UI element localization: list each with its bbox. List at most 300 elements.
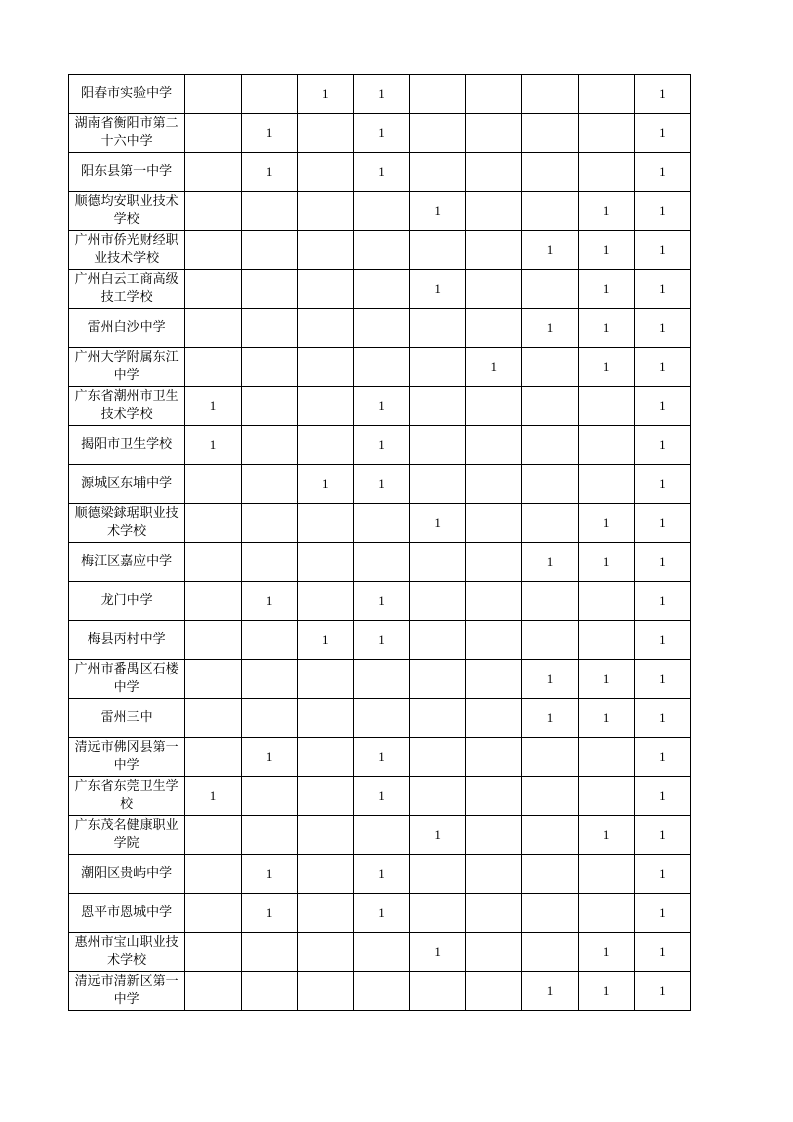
cell-value: 1 bbox=[546, 710, 554, 725]
value-cell bbox=[578, 777, 634, 816]
table-row bbox=[69, 855, 691, 894]
cell-value: 1 bbox=[434, 281, 441, 296]
value-cell bbox=[634, 972, 690, 1011]
cell-value: 1 bbox=[659, 632, 666, 647]
value-cell bbox=[353, 465, 409, 504]
cell-value: 1 bbox=[434, 827, 441, 842]
table-row bbox=[69, 192, 691, 231]
table-row bbox=[69, 738, 691, 777]
value-cell bbox=[185, 504, 241, 543]
value-cell bbox=[410, 777, 466, 816]
value-cell bbox=[578, 699, 634, 738]
cell-value: 1 bbox=[265, 164, 273, 179]
value-cell bbox=[522, 387, 578, 426]
value-cell bbox=[297, 699, 353, 738]
value-cell bbox=[522, 75, 578, 114]
value-cell bbox=[241, 309, 297, 348]
value-cell bbox=[353, 192, 409, 231]
cell-value: 1 bbox=[546, 671, 554, 686]
value-cell bbox=[185, 348, 241, 387]
value-cell bbox=[522, 738, 578, 777]
table-row bbox=[69, 270, 691, 309]
value-cell bbox=[578, 582, 634, 621]
value-cell bbox=[578, 660, 634, 699]
value-cell bbox=[297, 348, 353, 387]
value-cell bbox=[578, 504, 634, 543]
value-cell bbox=[297, 972, 353, 1011]
value-cell bbox=[410, 348, 466, 387]
cell-value: 1 bbox=[378, 164, 385, 179]
value-cell bbox=[634, 582, 690, 621]
value-cell bbox=[185, 387, 241, 426]
value-cell bbox=[634, 309, 690, 348]
value-cell bbox=[410, 504, 466, 543]
value-cell bbox=[185, 582, 241, 621]
value-cell bbox=[634, 816, 690, 855]
cell-value: 1 bbox=[602, 242, 610, 257]
school-name-cell: 顺德梁銶琚职业技术学校 bbox=[69, 504, 185, 543]
table-row bbox=[69, 465, 691, 504]
school-name-cell: 清远市佛冈县第一中学 bbox=[69, 738, 185, 777]
value-cell bbox=[522, 660, 578, 699]
cell-value: 1 bbox=[659, 476, 666, 491]
value-cell bbox=[353, 231, 409, 270]
value-cell bbox=[353, 894, 409, 933]
table-row bbox=[69, 426, 691, 465]
cell-value: 1 bbox=[659, 827, 666, 842]
value-cell bbox=[297, 270, 353, 309]
table-row bbox=[69, 114, 691, 153]
value-cell bbox=[578, 387, 634, 426]
cell-value: 1 bbox=[659, 242, 666, 257]
cell-value: 1 bbox=[602, 359, 610, 374]
value-cell bbox=[241, 465, 297, 504]
cell-value: 1 bbox=[378, 905, 385, 920]
cell-value: 1 bbox=[602, 944, 610, 959]
value-cell bbox=[466, 738, 522, 777]
value-cell bbox=[353, 387, 409, 426]
value-cell bbox=[241, 153, 297, 192]
value-cell bbox=[578, 348, 634, 387]
cell-value: 1 bbox=[378, 632, 385, 647]
value-cell bbox=[522, 543, 578, 582]
cell-value: 1 bbox=[546, 983, 554, 998]
cell-value: 1 bbox=[209, 398, 217, 413]
value-cell bbox=[466, 231, 522, 270]
value-cell bbox=[578, 231, 634, 270]
school-name-cell: 源城区东埔中学 bbox=[69, 465, 185, 504]
cell-value: 1 bbox=[546, 554, 554, 569]
value-cell bbox=[466, 114, 522, 153]
value-cell bbox=[522, 231, 578, 270]
value-cell bbox=[241, 582, 297, 621]
cell-value: 1 bbox=[209, 788, 217, 803]
value-cell bbox=[353, 738, 409, 777]
value-cell bbox=[578, 543, 634, 582]
cell-value: 1 bbox=[434, 944, 441, 959]
table-row bbox=[69, 699, 691, 738]
value-cell bbox=[353, 114, 409, 153]
value-cell bbox=[522, 582, 578, 621]
value-cell bbox=[466, 660, 522, 699]
table-row bbox=[69, 777, 691, 816]
value-cell bbox=[522, 777, 578, 816]
cell-value: 1 bbox=[322, 476, 329, 491]
value-cell bbox=[410, 114, 466, 153]
value-cell bbox=[297, 153, 353, 192]
value-cell bbox=[353, 582, 409, 621]
cell-value: 1 bbox=[378, 749, 385, 764]
value-cell bbox=[578, 192, 634, 231]
school-name-cell: 广州市侨光财经职业技术学校 bbox=[69, 231, 185, 270]
table-row bbox=[69, 504, 691, 543]
value-cell bbox=[297, 582, 353, 621]
cell-value: 1 bbox=[378, 476, 385, 491]
cell-value: 1 bbox=[602, 203, 610, 218]
school-name-cell: 梅江区嘉应中学 bbox=[69, 543, 185, 582]
value-cell bbox=[466, 387, 522, 426]
cell-value: 1 bbox=[659, 320, 666, 335]
value-cell bbox=[410, 660, 466, 699]
school-name-cell: 雷州白沙中学 bbox=[69, 309, 185, 348]
value-cell bbox=[241, 933, 297, 972]
table-row bbox=[69, 816, 691, 855]
value-cell bbox=[634, 75, 690, 114]
value-cell bbox=[353, 270, 409, 309]
value-cell bbox=[241, 504, 297, 543]
school-name-cell: 顺德均安职业技术学校 bbox=[69, 192, 185, 231]
value-cell bbox=[185, 75, 241, 114]
cell-value: 1 bbox=[322, 86, 329, 101]
school-name-cell: 广东省东莞卫生学校 bbox=[69, 777, 185, 816]
value-cell bbox=[522, 426, 578, 465]
school-name-cell: 广东茂名健康职业学院 bbox=[69, 816, 185, 855]
value-cell bbox=[297, 114, 353, 153]
value-cell bbox=[578, 114, 634, 153]
value-cell bbox=[185, 972, 241, 1011]
value-cell bbox=[185, 426, 241, 465]
school-name-cell: 阳东县第一中学 bbox=[69, 153, 185, 192]
cell-value: 1 bbox=[434, 515, 441, 530]
value-cell bbox=[410, 816, 466, 855]
value-cell bbox=[241, 816, 297, 855]
value-cell bbox=[185, 114, 241, 153]
value-cell bbox=[466, 192, 522, 231]
value-cell bbox=[578, 933, 634, 972]
value-cell bbox=[522, 699, 578, 738]
value-cell bbox=[297, 738, 353, 777]
value-cell bbox=[241, 231, 297, 270]
value-cell bbox=[353, 504, 409, 543]
value-cell bbox=[522, 972, 578, 1011]
value-cell bbox=[634, 894, 690, 933]
value-cell bbox=[634, 504, 690, 543]
cell-value: 1 bbox=[265, 125, 273, 140]
value-cell bbox=[410, 582, 466, 621]
value-cell bbox=[297, 777, 353, 816]
value-cell bbox=[634, 777, 690, 816]
value-cell bbox=[241, 621, 297, 660]
table-row bbox=[69, 75, 691, 114]
cell-value: 1 bbox=[659, 866, 666, 881]
value-cell bbox=[634, 270, 690, 309]
value-cell bbox=[185, 777, 241, 816]
cell-value: 1 bbox=[659, 203, 666, 218]
value-cell bbox=[241, 972, 297, 1011]
cell-value: 1 bbox=[659, 944, 666, 959]
cell-value: 1 bbox=[659, 398, 666, 413]
cell-value: 1 bbox=[659, 125, 666, 140]
value-cell bbox=[297, 387, 353, 426]
cell-value: 1 bbox=[659, 671, 666, 686]
value-cell bbox=[353, 426, 409, 465]
value-cell bbox=[522, 465, 578, 504]
value-cell bbox=[353, 543, 409, 582]
value-cell bbox=[578, 465, 634, 504]
cell-value: 1 bbox=[378, 86, 385, 101]
school-name-cell: 广州大学附属东江中学 bbox=[69, 348, 185, 387]
value-cell bbox=[634, 192, 690, 231]
school-name-cell: 惠州市宝山职业技术学校 bbox=[69, 933, 185, 972]
value-cell bbox=[297, 660, 353, 699]
value-cell bbox=[466, 270, 522, 309]
value-cell bbox=[353, 309, 409, 348]
value-cell bbox=[466, 855, 522, 894]
value-cell bbox=[241, 777, 297, 816]
value-cell bbox=[522, 855, 578, 894]
value-cell bbox=[410, 231, 466, 270]
value-cell bbox=[634, 699, 690, 738]
table-row bbox=[69, 387, 691, 426]
value-cell bbox=[522, 348, 578, 387]
table-body bbox=[69, 75, 691, 1011]
value-cell bbox=[185, 933, 241, 972]
cell-value: 1 bbox=[209, 437, 217, 452]
value-cell bbox=[185, 153, 241, 192]
value-cell bbox=[410, 153, 466, 192]
value-cell bbox=[410, 699, 466, 738]
value-cell bbox=[185, 660, 241, 699]
value-cell bbox=[578, 738, 634, 777]
value-cell bbox=[634, 738, 690, 777]
value-cell bbox=[578, 816, 634, 855]
school-name-cell: 湖南省衡阳市第二十六中学 bbox=[69, 114, 185, 153]
value-cell bbox=[410, 543, 466, 582]
value-cell bbox=[297, 855, 353, 894]
cell-value: 1 bbox=[546, 320, 554, 335]
value-cell bbox=[353, 621, 409, 660]
cell-value: 1 bbox=[322, 632, 329, 647]
value-cell bbox=[578, 894, 634, 933]
cell-value: 1 bbox=[659, 749, 666, 764]
value-cell bbox=[522, 933, 578, 972]
cell-value: 1 bbox=[602, 827, 610, 842]
value-cell bbox=[466, 699, 522, 738]
value-cell bbox=[241, 192, 297, 231]
value-cell bbox=[241, 738, 297, 777]
value-cell bbox=[297, 231, 353, 270]
value-cell bbox=[410, 426, 466, 465]
value-cell bbox=[634, 465, 690, 504]
school-name-cell: 阳春市实验中学 bbox=[69, 75, 185, 114]
cell-value: 1 bbox=[602, 320, 610, 335]
value-cell bbox=[241, 387, 297, 426]
value-cell bbox=[410, 192, 466, 231]
value-cell bbox=[466, 894, 522, 933]
value-cell bbox=[241, 660, 297, 699]
value-cell bbox=[410, 309, 466, 348]
value-cell bbox=[241, 894, 297, 933]
cell-value: 1 bbox=[434, 203, 441, 218]
value-cell bbox=[466, 309, 522, 348]
value-cell bbox=[634, 933, 690, 972]
cell-value: 1 bbox=[378, 125, 385, 140]
value-cell bbox=[578, 621, 634, 660]
value-cell bbox=[297, 426, 353, 465]
value-cell bbox=[185, 192, 241, 231]
value-cell bbox=[410, 75, 466, 114]
value-cell bbox=[634, 855, 690, 894]
value-cell bbox=[466, 465, 522, 504]
cell-value: 1 bbox=[265, 593, 273, 608]
value-cell bbox=[522, 504, 578, 543]
cell-value: 1 bbox=[659, 515, 666, 530]
value-cell bbox=[466, 504, 522, 543]
value-cell bbox=[466, 621, 522, 660]
value-cell bbox=[185, 270, 241, 309]
value-cell bbox=[353, 777, 409, 816]
value-cell bbox=[241, 426, 297, 465]
value-cell bbox=[634, 153, 690, 192]
value-cell bbox=[578, 75, 634, 114]
table-row bbox=[69, 348, 691, 387]
cell-value: 1 bbox=[378, 437, 385, 452]
school-name-cell: 龙门中学 bbox=[69, 582, 185, 621]
cell-value: 1 bbox=[490, 359, 498, 374]
value-cell bbox=[353, 855, 409, 894]
value-cell bbox=[410, 894, 466, 933]
value-cell bbox=[185, 816, 241, 855]
value-cell bbox=[410, 855, 466, 894]
value-cell bbox=[241, 270, 297, 309]
value-cell bbox=[466, 543, 522, 582]
cell-value: 1 bbox=[602, 281, 610, 296]
school-name-cell: 恩平市恩城中学 bbox=[69, 894, 185, 933]
value-cell bbox=[578, 309, 634, 348]
cell-value: 1 bbox=[265, 905, 273, 920]
value-cell bbox=[410, 621, 466, 660]
value-cell bbox=[185, 543, 241, 582]
table-row bbox=[69, 660, 691, 699]
value-cell bbox=[185, 231, 241, 270]
cell-value: 1 bbox=[659, 593, 666, 608]
value-cell bbox=[466, 153, 522, 192]
school-name-cell: 揭阳市卫生学校 bbox=[69, 426, 185, 465]
value-cell bbox=[522, 309, 578, 348]
value-cell bbox=[578, 270, 634, 309]
cell-value: 1 bbox=[659, 437, 666, 452]
data-table bbox=[68, 74, 691, 1011]
cell-value: 1 bbox=[378, 866, 385, 881]
value-cell bbox=[185, 738, 241, 777]
school-name-cell: 梅县丙村中学 bbox=[69, 621, 185, 660]
value-cell bbox=[578, 153, 634, 192]
cell-value: 1 bbox=[659, 788, 666, 803]
value-cell bbox=[634, 348, 690, 387]
value-cell bbox=[185, 855, 241, 894]
value-cell bbox=[297, 504, 353, 543]
table-row bbox=[69, 621, 691, 660]
value-cell bbox=[297, 465, 353, 504]
value-cell bbox=[353, 153, 409, 192]
table-row bbox=[69, 309, 691, 348]
value-cell bbox=[466, 933, 522, 972]
value-cell bbox=[353, 816, 409, 855]
cell-value: 1 bbox=[602, 671, 610, 686]
value-cell bbox=[353, 699, 409, 738]
cell-value: 1 bbox=[659, 359, 666, 374]
cell-value: 1 bbox=[659, 164, 666, 179]
value-cell bbox=[185, 465, 241, 504]
cell-value: 1 bbox=[378, 788, 385, 803]
value-cell bbox=[466, 75, 522, 114]
value-cell bbox=[185, 309, 241, 348]
value-cell bbox=[634, 387, 690, 426]
value-cell bbox=[466, 972, 522, 1011]
value-cell bbox=[634, 231, 690, 270]
value-cell bbox=[410, 465, 466, 504]
value-cell bbox=[353, 75, 409, 114]
value-cell bbox=[353, 972, 409, 1011]
school-name-cell: 清远市清新区第一中学 bbox=[69, 972, 185, 1011]
value-cell bbox=[410, 270, 466, 309]
value-cell bbox=[522, 270, 578, 309]
value-cell bbox=[353, 660, 409, 699]
value-cell bbox=[410, 972, 466, 1011]
cell-value: 1 bbox=[659, 710, 666, 725]
table-row bbox=[69, 933, 691, 972]
school-name-cell: 雷州三中 bbox=[69, 699, 185, 738]
cell-value: 1 bbox=[378, 398, 385, 413]
cell-value: 1 bbox=[659, 983, 666, 998]
value-cell bbox=[522, 114, 578, 153]
school-name-cell: 广东省潮州市卫生技术学校 bbox=[69, 387, 185, 426]
cell-value: 1 bbox=[602, 515, 610, 530]
table-row bbox=[69, 972, 691, 1011]
value-cell bbox=[522, 621, 578, 660]
value-cell bbox=[410, 933, 466, 972]
cell-value: 1 bbox=[659, 86, 666, 101]
value-cell bbox=[634, 426, 690, 465]
value-cell bbox=[241, 114, 297, 153]
value-cell bbox=[241, 699, 297, 738]
value-cell bbox=[578, 972, 634, 1011]
value-cell bbox=[466, 426, 522, 465]
value-cell bbox=[578, 426, 634, 465]
value-cell bbox=[297, 75, 353, 114]
cell-value: 1 bbox=[265, 866, 273, 881]
value-cell bbox=[466, 816, 522, 855]
value-cell bbox=[522, 816, 578, 855]
value-cell bbox=[241, 348, 297, 387]
value-cell bbox=[185, 894, 241, 933]
value-cell bbox=[297, 543, 353, 582]
cell-value: 1 bbox=[602, 554, 610, 569]
value-cell bbox=[297, 816, 353, 855]
cell-value: 1 bbox=[265, 749, 273, 764]
value-cell bbox=[410, 387, 466, 426]
value-cell bbox=[634, 660, 690, 699]
